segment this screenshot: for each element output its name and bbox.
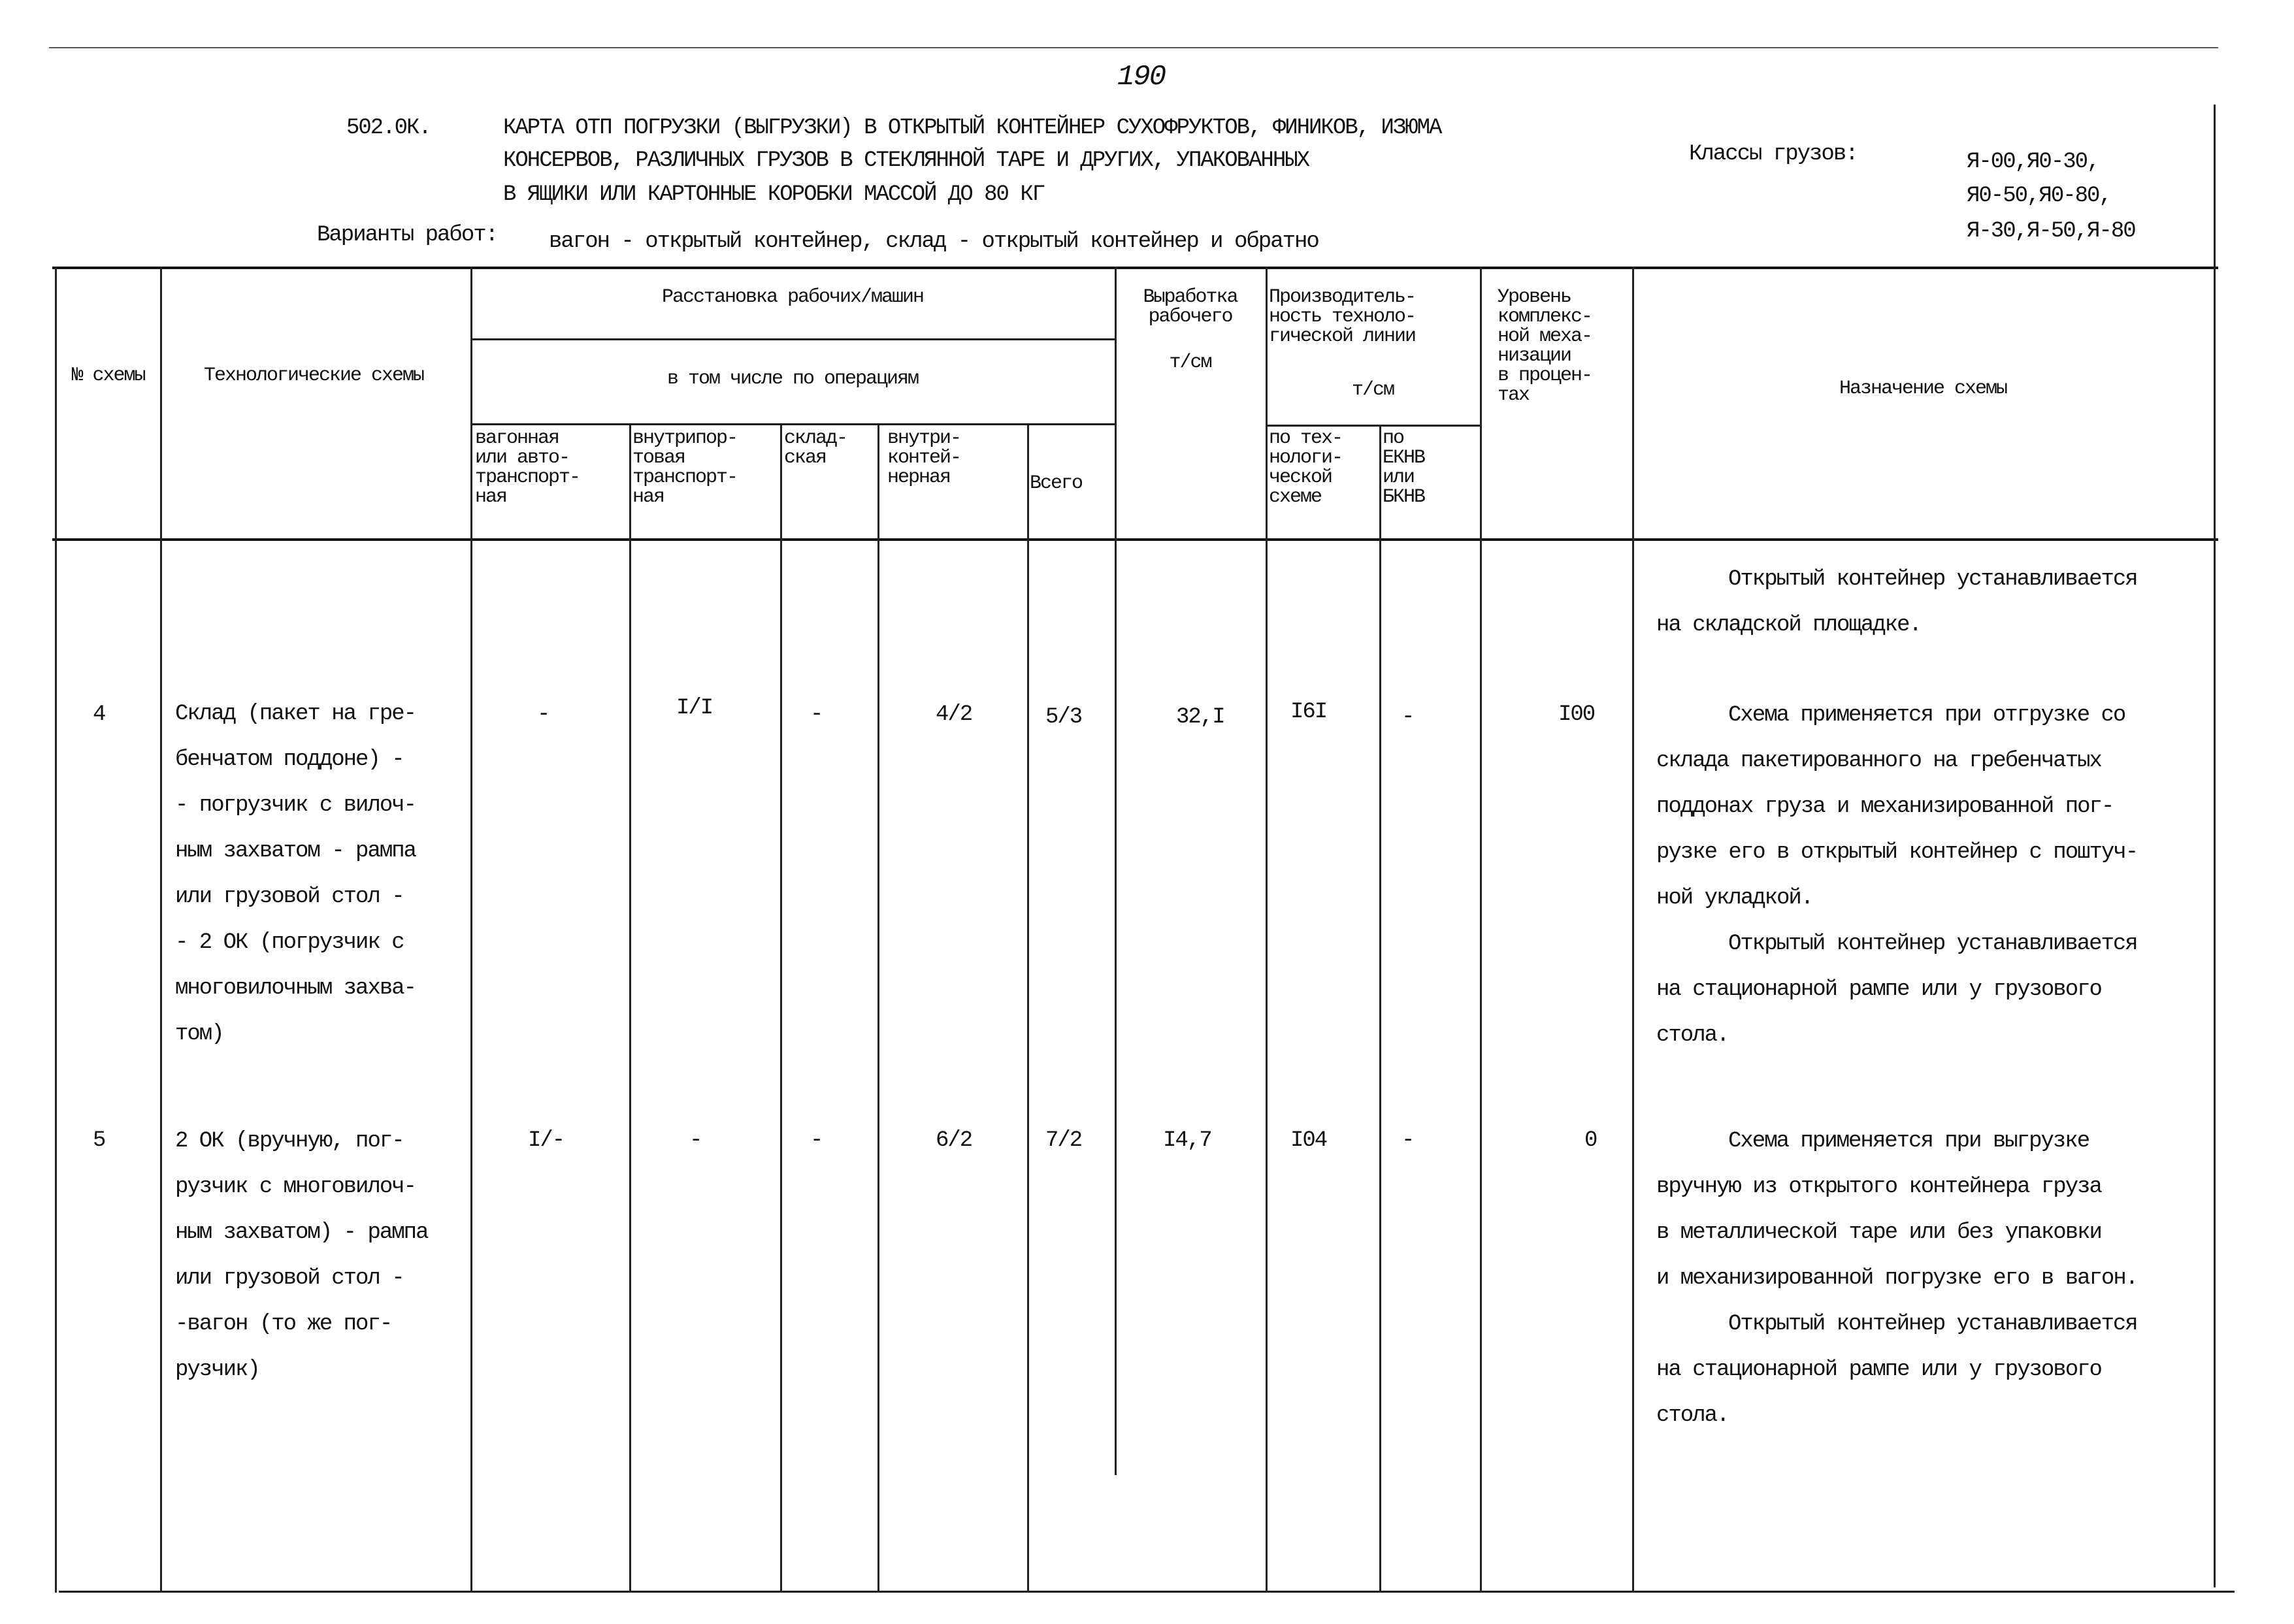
- cell-output: I4,7: [1163, 1128, 1211, 1153]
- header-placement: Расстановка рабочих/машин: [661, 286, 924, 308]
- doc-code: 502.0К.: [346, 116, 431, 140]
- header-by-eknv: по ЕКНВ или БКНВ: [1383, 427, 1425, 508]
- col-line: [629, 425, 631, 1593]
- divider: [1266, 425, 1480, 427]
- row-tech: 2 ОК (вручную, пог- рузчик с многовилоч- ным захватом) - рампа или грузовой стол - -вагон (то же пог- рузчик): [175, 1129, 428, 1382]
- header-intra: внутрипор- товая транспорт- ная: [632, 427, 738, 508]
- intro-purpose: Открытый контейнер устанавливается на складской площадке.: [1656, 567, 2137, 638]
- col-line: [55, 267, 57, 1593]
- header-level: Уровень комплекс- ной меха- низации в процен- тах: [1498, 286, 1592, 406]
- header-output: Выработка рабочего т/см: [1143, 286, 1237, 374]
- header-container: внутри- контей- нерная: [887, 427, 961, 489]
- cell-warehouse: -: [810, 702, 823, 727]
- header-productivity: Производитель- ность техноло- гической линии: [1269, 286, 1416, 348]
- divider: [470, 423, 1115, 425]
- table-top-border: [52, 267, 2218, 269]
- cell-level: I00: [1558, 702, 1595, 727]
- cell-warehouse: -: [810, 1128, 823, 1153]
- cell-total: 5/3: [1045, 705, 1082, 730]
- header-bottom-border: [52, 538, 2218, 541]
- cell-by-eknv: -: [1401, 705, 1414, 730]
- right-border: [2214, 105, 2216, 1587]
- header-total: Всего: [1030, 472, 1083, 495]
- cell-by-scheme: I6I: [1290, 700, 1327, 724]
- col-line: [1266, 267, 1268, 1593]
- row-num: 4: [93, 702, 105, 727]
- row-num: 5: [93, 1128, 105, 1153]
- cell-by-scheme: I04: [1290, 1128, 1327, 1153]
- col-line: [1480, 267, 1482, 1593]
- divider: [470, 338, 1115, 340]
- variants-label: Варианты работ:: [317, 223, 498, 248]
- col-line: [780, 425, 782, 1593]
- header-tech: Технологические схемы: [203, 365, 424, 387]
- col-line: [1632, 267, 1634, 1593]
- col-line: [1379, 425, 1381, 1593]
- cell-intra: -: [689, 1128, 702, 1153]
- page-number: 190: [1117, 61, 1166, 93]
- classes-line-2: Я0-50,Я0-80,: [1967, 184, 2111, 208]
- cell-intra: I/I: [676, 696, 713, 721]
- col-line: [470, 267, 472, 1593]
- col-line: [1115, 267, 1117, 1475]
- cell-output: 32,I: [1176, 705, 1224, 730]
- cell-container: 6/2: [936, 1128, 972, 1153]
- cell-by-eknv: -: [1401, 1128, 1414, 1153]
- col-line: [1027, 425, 1029, 1593]
- variants-text: вагон - открытый контейнер, склад - открытый контейнер и обратно: [549, 229, 1319, 254]
- row-purpose: Схема применяется при отгрузке со склада пакетированного на гребенчатых поддонах груза и механизированной пог- рузке его в открытый контейнер с поштуч- ной укладкой. Открытый контейнер устанавливается на стационарной рампе или у грузового стола.: [1656, 703, 2138, 1048]
- header-wagon: вагонная или авто- транспорт- ная: [475, 427, 580, 508]
- row-purpose: Схема применяется при выгрузке вручную из открытого контейнера груза в металлической таре или без упаковки и механизированной погрузке его в вагон. Открытый контейнер устанавливается на стационарной рампе или у грузового стола.: [1656, 1129, 2138, 1428]
- header-productivity-unit: т/см: [1351, 379, 1394, 401]
- title-line-3: В ЯЩИКИ ИЛИ КАРТОННЫЕ КОРОБКИ МАССОЙ ДО 80 КГ: [503, 182, 1045, 207]
- col-line: [160, 267, 162, 1593]
- title-line-2: КОНСЕРВОВ, РАЗЛИЧНЫХ ГРУЗОВ В СТЕКЛЯННОЙ ТАРЕ И ДРУГИХ, УПАКОВАННЫХ: [503, 148, 1309, 173]
- header-by-scheme: по тех- нологи- ческой схеме: [1269, 427, 1343, 508]
- row-tech: Склад (пакет на гре- бенчатом поддоне) - - погрузчик с вилоч- ным захватом - рампа или грузовой стол - - 2 ОК (погрузчик с многовилочным захва- том): [175, 702, 416, 1047]
- col-line: [877, 425, 879, 1593]
- cell-level: 0: [1584, 1128, 1597, 1153]
- header-purpose: Назначение схемы: [1839, 378, 2007, 400]
- header-warehouse: склад- ская: [784, 427, 847, 469]
- table-bottom-border: [59, 1591, 2235, 1593]
- classes-line-1: Я-00,Я0-30,: [1967, 150, 2099, 174]
- cell-wagon: I/-: [528, 1128, 565, 1153]
- header-incl: в том числе по операциям: [666, 368, 919, 390]
- top-border: [49, 47, 2218, 48]
- cell-container: 4/2: [936, 702, 972, 727]
- header-num: № схемы: [71, 365, 145, 387]
- classes-label: Классы грузов:: [1689, 142, 1858, 167]
- title-line-1: КАРТА ОТП ПОГРУЗКИ (ВЫГРУЗКИ) В ОТКРЫТЫЙ КОНТЕЙНЕР СУХОФРУКТОВ, ФИНИКОВ, ИЗЮМА: [503, 116, 1441, 140]
- classes-line-3: Я-30,Я-50,Я-80: [1967, 219, 2135, 244]
- cell-total: 7/2: [1045, 1128, 1082, 1153]
- cell-wagon: -: [537, 702, 549, 727]
